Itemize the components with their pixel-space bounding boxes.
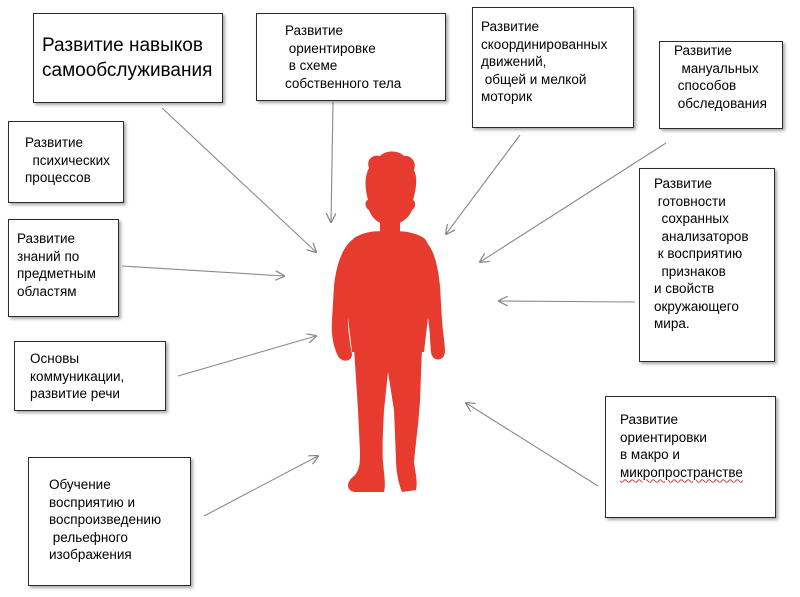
box-analyzers-line: готовности xyxy=(654,193,726,209)
box-coordinated-line: скоординированных xyxy=(481,36,608,52)
box-orientation-line: Развитие xyxy=(620,412,679,427)
box-body-schema-line: Развитие xyxy=(285,23,344,38)
box-relief xyxy=(28,457,191,586)
box-body-schema-line: собственного тела xyxy=(285,75,402,91)
box-coordinated-line: Развитие xyxy=(481,19,540,34)
box-knowledge-line: областям xyxy=(17,283,77,299)
box-communication xyxy=(14,341,166,411)
arrow-body-schema xyxy=(331,102,333,222)
box-knowledge xyxy=(8,219,119,317)
box-orientation-line: микропространстве xyxy=(620,464,743,480)
box-knowledge-line: Развитие xyxy=(17,231,76,246)
box-manual xyxy=(659,41,783,129)
arrow-knowledge xyxy=(122,266,284,276)
box-body-schema-line: в схеме xyxy=(285,58,338,74)
arrow-relief xyxy=(204,456,318,516)
box-relief-line: Обучение xyxy=(49,477,111,492)
box-coordinated-line: общей и мелкой xyxy=(481,71,587,87)
box-orientation-line: в макро и xyxy=(620,447,680,463)
box-body-schema-line: ориентировке xyxy=(285,40,376,56)
box-analyzers-line: и свойств xyxy=(654,281,715,297)
box-relief-line: изображения xyxy=(49,547,132,563)
box-self-care-line: самообслуживания xyxy=(42,59,213,81)
box-analyzers-line: сохранных xyxy=(654,211,729,227)
box-knowledge-line: знаний по xyxy=(17,248,80,264)
box-coordinated-line: моторик xyxy=(481,89,532,105)
box-orientation xyxy=(605,396,776,518)
arrow-coordinated xyxy=(446,135,520,234)
box-manual-line: обследования xyxy=(674,95,767,111)
box-manual-line: способов xyxy=(674,78,737,94)
box-mental-line: Развитие xyxy=(25,135,84,150)
box-self-care-line: Развитие навыков xyxy=(42,35,203,56)
box-analyzers-line: к восприятию xyxy=(654,246,743,262)
box-communication-line: коммуникации, xyxy=(30,368,125,384)
box-orientation-line: ориентировки xyxy=(620,429,707,445)
box-relief-line: восприятию и xyxy=(49,494,136,510)
box-mental-line: психических xyxy=(25,152,110,168)
box-communication-line: развитие речи xyxy=(30,386,120,402)
box-mental xyxy=(8,121,124,203)
box-analyzers-line: анализаторов xyxy=(654,228,749,244)
box-analyzers-line: признаков xyxy=(654,263,726,279)
box-analyzers-line: окружающего xyxy=(654,298,739,314)
box-relief-line: воспроизведению xyxy=(49,512,162,528)
box-knowledge-line: предметным xyxy=(17,266,96,282)
arrow-communication xyxy=(178,336,316,376)
box-coordinated xyxy=(472,7,634,128)
box-communication-line: Основы xyxy=(30,351,80,366)
arrow-self-care xyxy=(162,108,316,252)
box-coordinated-line: движений, xyxy=(481,54,547,70)
box-body-schema xyxy=(256,13,446,101)
box-analyzers-line: мира. xyxy=(654,316,690,332)
arrow-orientation xyxy=(466,403,598,486)
arrow-analyzers xyxy=(499,301,635,302)
box-relief-line: рельефного xyxy=(49,529,128,545)
box-mental-line: процессов xyxy=(25,170,91,186)
child-silhouette-icon xyxy=(332,152,445,493)
box-self-care xyxy=(33,13,223,103)
box-analyzers-line: Развитие xyxy=(654,176,713,191)
box-manual-line: мануальных xyxy=(674,60,759,76)
box-manual-line: Развитие xyxy=(674,43,733,58)
box-analyzers xyxy=(639,168,775,362)
